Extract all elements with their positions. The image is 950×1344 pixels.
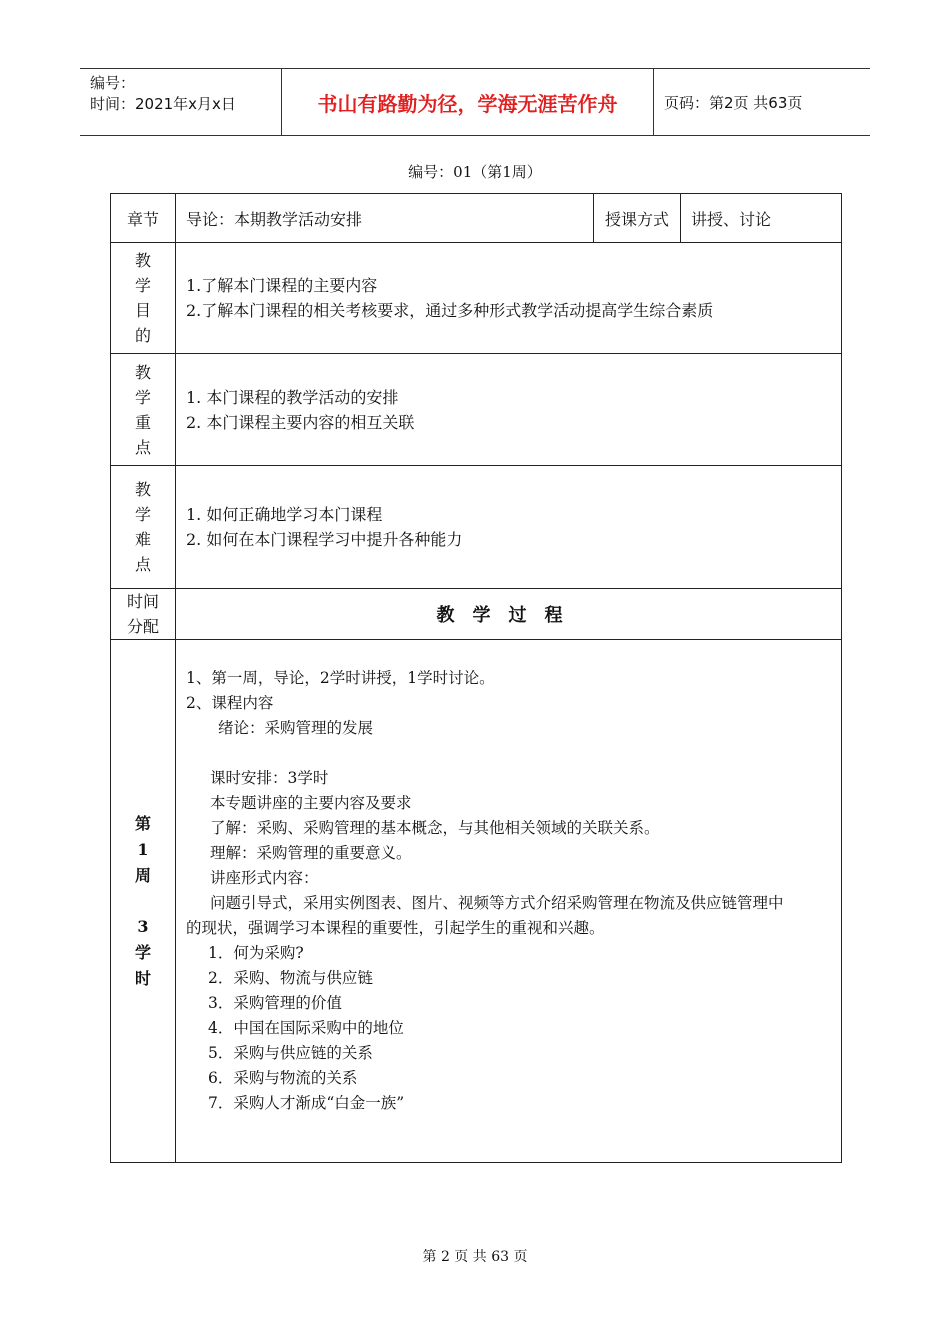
week-label-char: 时 (134, 968, 151, 988)
chapter-label: 章节 (111, 194, 176, 243)
week-label (111, 640, 176, 1163)
difficulty-label-char: 点 (134, 555, 151, 574)
week-label-char: 第 (134, 813, 151, 833)
content-list-item: 5．采购与供应链的关系 (208, 1044, 373, 1062)
goal-item: 1.了解本门课程的主要内容 (186, 276, 378, 295)
difficulty-label-char: 教 (134, 480, 151, 499)
method-label: 授课方式 (594, 194, 681, 243)
content-list-item: 7．采购人才渐成“白金一族” (208, 1094, 405, 1112)
focus-list (176, 354, 842, 466)
content-line: 绪论：采购管理的发展 (218, 719, 374, 737)
content-list-item: 4．中国在国际采购中的地位 (208, 1019, 404, 1037)
week-label-gap (111, 889, 175, 914)
focus-label-char: 重 (134, 412, 151, 432)
page-header (80, 68, 870, 136)
content-line: 课时安排：3学时 (210, 769, 329, 787)
week-label-char: 学 (134, 942, 151, 962)
goals-list (176, 243, 842, 354)
content-line: 本专题讲座的主要内容及要求 (210, 794, 412, 812)
header-meta (80, 69, 282, 135)
motto: 书山有路勤为径，学海无涯苦作舟 (282, 69, 654, 135)
content-line: 理解：采购管理的重要意义。 (210, 844, 412, 862)
time-label: 时间：2021年x月x日 (90, 95, 236, 113)
time-alloc-line: 时间 (126, 592, 159, 611)
content-line: 讲座形式内容： (210, 869, 319, 887)
time-alloc-line: 分配 (126, 617, 159, 636)
content-list-item: 6．采购与物流的关系 (208, 1069, 358, 1087)
content-list-item: 3．采购管理的价值 (208, 994, 342, 1012)
focus-row (111, 354, 842, 466)
focus-label-char: 点 (134, 437, 151, 457)
content-list-item: 1．何为采购? (208, 944, 304, 962)
content-line: 问题引导式，采用实例图表、图片、视频等方式介绍采购管理在物流及供应链管理中 (210, 894, 784, 912)
goal-label-char: 教 (134, 251, 151, 270)
difficulty-label (111, 466, 176, 589)
focus-label-char: 教 (134, 362, 151, 382)
lesson-content (176, 640, 842, 1163)
content-line: 的现状，强调学习本课程的重要性，引起学生的重视和兴趣。 (186, 919, 605, 937)
focus-label-char: 学 (134, 387, 151, 407)
process-header-row (111, 589, 842, 640)
difficulty-row (111, 466, 842, 589)
goal-label-char: 目 (134, 301, 151, 320)
content-row (111, 640, 842, 1163)
content-line: 2、课程内容 (186, 694, 274, 712)
goals-row (111, 243, 842, 354)
difficulty-item: 1. 如何正确地学习本门课程 (186, 505, 383, 524)
week-label-char: 周 (134, 865, 151, 885)
difficulty-item: 2. 如何在本门课程学习中提升各种能力 (186, 530, 463, 549)
difficulty-label-char: 难 (134, 530, 151, 549)
week-label-char: 1 (137, 839, 149, 859)
week-label-char: 3 (137, 916, 149, 936)
focus-item: 1. 本门课程的教学活动的安排 (186, 387, 399, 407)
chapter-row (111, 194, 842, 243)
difficulty-label-char: 学 (134, 505, 151, 524)
time-alloc-label (111, 589, 176, 640)
page-label: 页码：第2页 共63页 (664, 93, 803, 112)
doc-number: 编号：01（第1周） (408, 163, 542, 181)
focus-label (111, 354, 176, 466)
content-spacer (186, 741, 831, 766)
lesson-table (110, 193, 842, 1163)
process-title: 教学过程 (176, 589, 842, 640)
goal-item: 2.了解本门课程的相关考核要求，通过多种形式教学活动提高学生综合素质 (186, 301, 714, 320)
goal-label-char: 学 (134, 276, 151, 295)
page-footer: 第 2 页 共 63 页 (422, 1249, 528, 1265)
focus-item: 2. 本门课程主要内容的相互关联 (186, 412, 415, 432)
content-list-item: 2．采购、物流与供应链 (208, 969, 373, 987)
difficulty-list (176, 466, 842, 589)
chapter-value: 导论：本期教学活动安排 (176, 194, 594, 243)
content-line: 1、第一周，导论，2学时讲授，1学时讨论。 (186, 669, 495, 687)
method-value: 讲授、讨论 (681, 194, 842, 243)
content-line: 了解：采购、采购管理的基本概念，与其他相关领域的关联关系。 (210, 819, 660, 837)
goal-label-char: 的 (134, 326, 151, 345)
goal-label (111, 243, 176, 354)
serial-label: 编号： (90, 74, 136, 92)
